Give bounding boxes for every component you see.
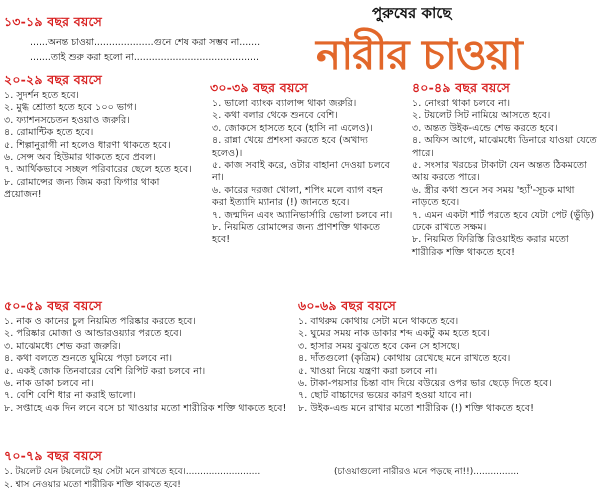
age70-note: (চাওয়াগুলো নারীরও মনে পড়ছে না!!)................ [334, 467, 520, 477]
list-item: ১. নোংরা থাকা চলবে না। [412, 98, 511, 109]
list-item: ৬. নাক ডাকা চলবে না। [4, 378, 94, 390]
list-60-69 [298, 316, 600, 415]
list-item: ৮. উইক-এন্ড মনে রাখার মতো শারীরিক (!) শক্তি থাকতে হবে! [298, 402, 534, 414]
list-item: ৩. ফ্যাশনসচেতন হওয়াও জরুরি। [4, 114, 130, 126]
list-item: ৫. সংসার খরচের টাকাটা যেন অন্তত ঠিকমতো আয় করতে পারে। [412, 160, 587, 184]
list-item: ৪. রান্না খেয়ে প্রশংসা করতে হবে (অখাদ্য হলেও)। [212, 135, 368, 159]
list-item: ৪. দাঁতগুলো (কৃত্রিম) কোথায় রেখেছে মনে রাখতে হবে। [298, 353, 511, 365]
list-item: ৪. রোমান্টিক হতে হবে। [4, 127, 94, 139]
list-item: ৩. অন্তত উইক-এন্ডে শেভ করতে হবে। [412, 122, 558, 134]
list-item: ৩. হাসার সময় বুঝতে হবে কেন সে হাসছে। [298, 340, 460, 352]
heading-30-39: ৩০-৩৯ বছর বয়সে [210, 80, 308, 95]
list-item: ৮. সপ্তাহে এক দিন লনে বসে চা খাওয়ার মতো শারীরিক শক্তি থাকতে হবে! [4, 402, 287, 414]
list-item: ৭. এমন একটা শার্ট পরতে হবে যেটা পেট (ভুঁড়ি) ঢেকে রাখতে সক্ষম। [412, 209, 595, 234]
list-item: ২. টয়লেট সিট নামিয়ে আসতে হবে। [412, 110, 551, 122]
list-item: ৭. আর্থিকভাবে সচ্ছল পরিবারের ছেলে হতে হবে। [4, 164, 192, 176]
heading-20-29: ২০-২৯ বছর বয়সে [4, 72, 102, 87]
list-item: ১. ভালো ব্যাংক ব্যালান্স থাকা জরুরি। [212, 98, 357, 109]
heading-13-19: ১৩-১৯ বছর বয়সে [4, 14, 102, 29]
list-item: ৬. কারের দরজা খোলা, শপিং মলে ব্যাগ বহন করা ইত্যাদি ম্যানার (!) জানতে হবে। [212, 184, 383, 209]
list-item: ৬. স্ত্রীর কথা শুনে সব সময় 'হ্যাঁ'-সূচক মাথা নাড়তে হবে। [412, 184, 575, 209]
list-30-39 [212, 98, 400, 247]
list-item: ১. সুদর্শন হতে হবে। [4, 90, 79, 101]
list-item: ৩. মাঝেমধ্যে শেভ করা জরুরি। [4, 340, 121, 352]
list-item: ১. নাক ও কানের চুল নিয়মিত পরিষ্কার করতে হবে। [4, 316, 196, 327]
title-big: নারীর চাওয়া [316, 30, 522, 79]
heading-60-69: ৬০-৬৯ বছর বয়সে [298, 298, 396, 313]
list-item: ২. মুগ্ধ শ্রোতা হতে হবে ১০০ ভাগ। [4, 102, 137, 114]
age70-line-1: ১. টয়লেট যেন টয়লেটে হয় সেটা মনে রাখতে হবে।.......................... [4, 467, 261, 477]
list-50-59 [4, 316, 294, 415]
list-item: ৪. অফিস আগে, মাঝেমধ্যে ডিনারে যাওয়া যেতে পারে। [412, 135, 597, 159]
list-item: ৫. শিল্পানুরাগী না হলেও ধারণা থাকতে হবে। [4, 139, 171, 151]
list-item: ৬. টাকা-পয়সার চিন্তা বাদ দিয়ে বউয়ের ওপর ভার ছেড়ে দিতে হবে। [298, 378, 552, 390]
list-item: ২. কথা বলার থেকে শুনবে বেশি। [212, 110, 338, 122]
heading-70-79: ৭০-৭৯ বছর বয়সে [4, 448, 102, 463]
age70-line-2: ২. শ্বাস নেওয়ার মতো শারীরিক শক্তি থাকতে হবে! [4, 480, 181, 490]
intro-line-1: ......অনন্ত চাওয়া....................গুনে শেষ করা সম্ভব না....... [30, 37, 261, 48]
list-item: ৮. রোমান্সের জন্য জিম করা ফিগার থাকা প্রয়োজন! [4, 176, 160, 201]
list-item: ৪. কথা বলতে শুনতে ঘুমিয়ে পড়া চলবে না। [4, 353, 173, 365]
list-40-49 [412, 98, 602, 259]
list-item: ২. ঘুমের সময় নাক ডাকার শব্দ একটু কম হতে হবে। [298, 328, 490, 340]
list-item: ৫. কাজ সবাই করে, ওটার বাহানা দেওয়া চলবে না। [212, 160, 390, 184]
list-item: ৫. একই জোক তিনবারের বেশি রিপিট করা চলবে না। [4, 365, 206, 377]
list-item: ৮. নিয়মিত ফিরিস্তি রিওয়াইন্ড করার মতো শারীরিক শক্তি থাকতে হবে! [412, 234, 569, 258]
list-item: ৬. সেন্স অব হিউমার থাকতে হবে প্রবল। [4, 152, 156, 164]
list-item: ৫. খাওয়া নিয়ে যন্ত্রণা করা চলবে না। [298, 365, 438, 377]
list-item: ৩. জোকসে হাসতে হবে (হাসি না এলেও)। [212, 122, 373, 134]
heading-40-49: ৪০-৪৯ বছর বয়সে [412, 80, 510, 95]
list-item: ৭. জন্মদিন এবং অ্যানিভার্সারি ভোলা চলবে না। [212, 209, 393, 221]
intro-line-2: .......তাই শুরু করা হলো না.......................................... [30, 52, 259, 63]
list-20-29 [4, 90, 200, 202]
list-item: ২. পরিষ্কার মোজা ও আন্ডারওয়্যার পরতে হবে। [4, 328, 182, 340]
heading-50-59: ৫০-৫৯ বছর বয়সে [4, 298, 102, 313]
title-small: পুরুষের কাছে [372, 4, 452, 22]
list-item: ৮. নিয়মিত রোমান্সের জন্য প্রাণশক্তি থাকতে হবে! [212, 222, 380, 246]
list-item: ৭. বেশি বেশি ধার না করাই ভালো। [4, 390, 136, 402]
list-item: ৭. ছোট বাচ্চাদের ভয়ের কারণ হওয়া যাবে না। [298, 390, 472, 402]
list-item: ১. বাথরুম কোথায় সেটা মনে থাকতে হবে। [298, 316, 459, 327]
